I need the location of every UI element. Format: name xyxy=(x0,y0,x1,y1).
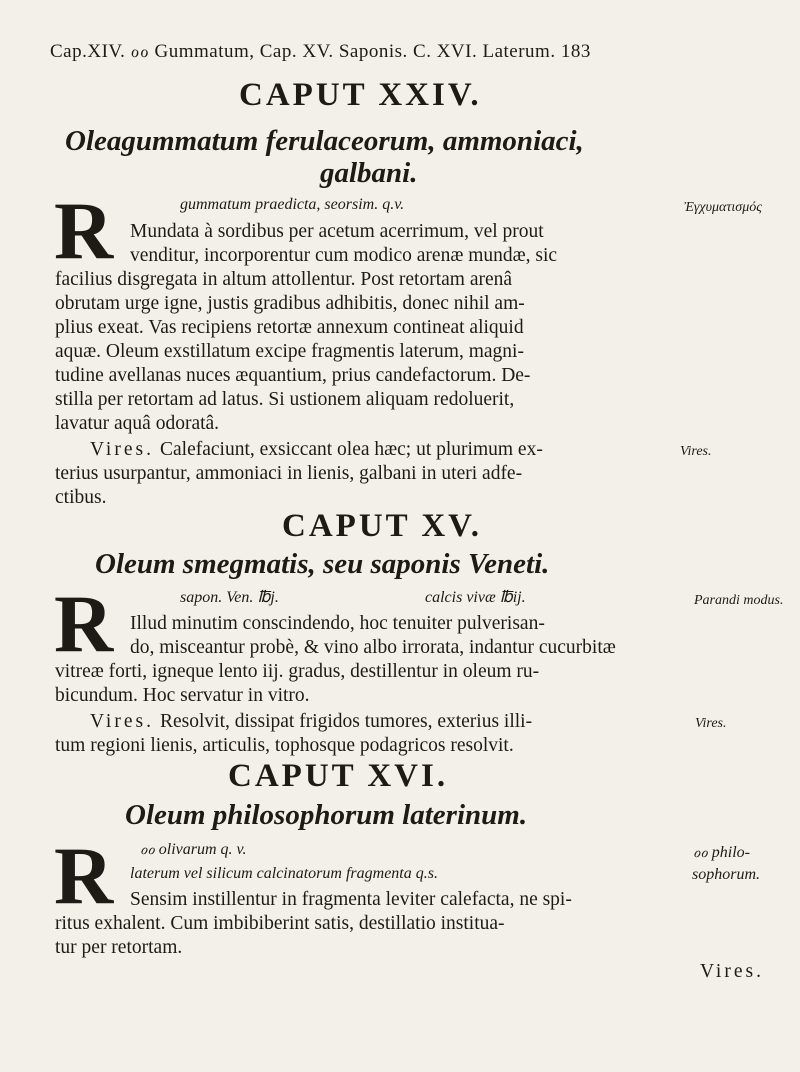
text-line: Illud minutim conscindendo, hoc tenuiter pulverisan- xyxy=(130,613,545,634)
drop-cap: R xyxy=(54,578,114,669)
catchword: Vires. xyxy=(700,961,764,982)
text-line: obrutam urge igne, justis gradibus adhibitis, donec nihil am- xyxy=(55,293,525,314)
text-line: Mundata à sordibus per acetum acerrimum, vel prout xyxy=(130,221,544,242)
text-line: ritus exhalent. Cum imbibiberint satis, destillatio instituа- xyxy=(55,913,505,934)
margin-note: Vires. xyxy=(680,444,712,459)
chapter-title: Oleum smegmatis, seu saponis Veneti. xyxy=(95,548,550,580)
text-line: ctibus. xyxy=(55,487,107,508)
prescription-line: calcis vivæ ℔ij. xyxy=(425,589,526,606)
text-line: do, misceantur probè, & vino albo irrorata, indantur cucurbitæ xyxy=(130,637,616,658)
text-line: aquæ. Oleum exstillatum excipe fragmentis laterum, magni- xyxy=(55,341,524,362)
text-line: vitreæ forti, igneque lento iij. gradus, destillentur in oleum ru- xyxy=(55,661,540,682)
drop-cap: R xyxy=(54,185,114,276)
vires-label: Vires. xyxy=(90,711,154,732)
text-line: tur per retortam. xyxy=(55,937,183,958)
text-line: venditur, incorporentur cum modico arenæ mundæ, sic xyxy=(130,245,558,266)
running-head: Cap.XIV. ℴℴ Gummatum, Cap. XV. Saponis. C. XVI. Laterum. 183 xyxy=(50,41,591,62)
text-line: Resolvit, dissipat frigidos tumores, exterius illi- xyxy=(160,711,533,732)
chapter-heading: CAPUT XV. xyxy=(282,508,482,544)
chapter-title: Oleagummatum ferulaceorum, ammoniaci, xyxy=(65,125,584,157)
text-line: plius exeat. Vas recipiens retortæ annexum contineat aliquid xyxy=(55,317,524,338)
text-line: stilla per retortam ad latus. Si ustionem aliquam redoluerit, xyxy=(55,389,515,410)
text-line: lavatur aquâ odoratâ. xyxy=(55,413,220,434)
text-line: terius usurpantur, ammoniaci in lienis, galbani in uteri adfe- xyxy=(55,463,523,484)
margin-note: sophorum. xyxy=(692,866,761,883)
chapter-title: Oleum philosophorum laterinum. xyxy=(125,799,528,831)
margin-note: ℴℴ philo- xyxy=(693,844,750,861)
chapter-title-cont: galbani. xyxy=(320,157,418,189)
prescription-line: gummatum praedicta, seorsim. q.v. xyxy=(180,196,405,213)
margin-note: Parandi modus. xyxy=(694,593,784,608)
text-line: bicundum. Hoc servatur in vitro. xyxy=(55,685,310,706)
prescription-line: ℴℴ olivarum q. v. xyxy=(140,841,247,858)
vires-label: Vires. xyxy=(90,439,154,460)
prescription-line: laterum vel silicum calcinatorum fragmenta q.s. xyxy=(130,865,438,882)
drop-cap: R xyxy=(54,830,114,921)
margin-note: Vires. xyxy=(695,716,727,731)
chapter-heading: CAPUT XXIV. xyxy=(239,77,482,113)
text-line: Calefaciunt, exsiccant olea hæc; ut plurimum ex- xyxy=(160,439,543,460)
chapter-heading: CAPUT XVI. xyxy=(228,758,449,794)
text-line: tudine avellanas nuces æquantium, prius candefactorum. De- xyxy=(55,365,531,386)
text-line: facilius disgregata in altum attollentur. Post retortam arenâ xyxy=(55,269,513,290)
text-line: Sensim instillentur in fragmenta leviter calefacta, ne spi- xyxy=(130,889,572,910)
text-line: tum regioni lienis, articulis, tophosque podagricos resolvit. xyxy=(55,735,514,756)
prescription-line: sapon. Ven. ℔j. xyxy=(180,589,279,606)
margin-note: Ἐγχυματισμός xyxy=(684,200,762,215)
